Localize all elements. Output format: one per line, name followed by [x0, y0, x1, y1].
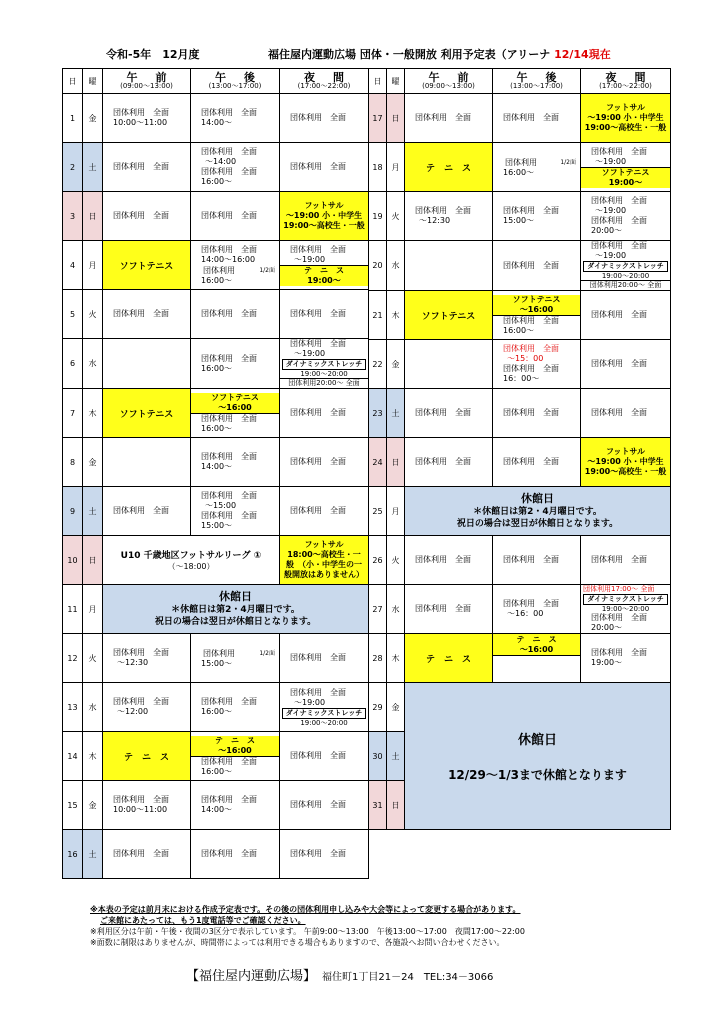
- table-row: 15 金 団体利用 全面 10:00～11:00 団体利用 全面 14:00～ 団体利用 全面: [63, 781, 369, 830]
- header-row: 日 曜 午前 (09:00～13:00) 午後 (13:00～17:00) 夜間 (17:00～22:00): [369, 69, 671, 94]
- table-row: 23 土 団体利用 全面 団体利用 全面 団体利用 全面: [369, 389, 671, 438]
- table-row: 11 月 休館日 ＊休館日は第2・4月曜日です。 祝日の場合は翌日が休館日となります。: [63, 585, 369, 634]
- table-row: 24 日 団体利用 全面 団体利用 全面 フットサル ～19:00 小・中学生 19:00～高校生・一般: [369, 438, 671, 487]
- schedule-table-right: [368, 68, 671, 830]
- table-row: 2 土 団体利用 全面 団体利用 全面 ～14:00 団体利用 全面 16:00～ 団体利用 全面: [63, 143, 369, 192]
- table-row: 5 火 団体利用 全面 団体利用 全面 団体利用 全面: [63, 290, 369, 339]
- table-row: 3 日 団体利用 全面 団体利用 全面 フットサル ～19:00 小・中学生 19:00～高校生・一般: [63, 192, 369, 241]
- table-row: 13 水 団体利用 全面 ～12:00 団体利用 全面 16:00～ 団体利用 全面 ～19:00 ダイナミックストレッチ 19:00～20:00: [63, 683, 369, 732]
- facility-name: 【福住屋内運動広場】: [186, 969, 317, 984]
- table-row: 31 日: [369, 781, 671, 830]
- table-row: 26 火 団体利用 全面 団体利用 全面 団体利用 全面: [369, 536, 671, 585]
- table-row: 20 水 団体利用 全面 団体利用 全面 ～19:00 ダイナミックストレッチ 19:00～20:00 団体利用20:00～ 全面: [369, 241, 671, 291]
- updated-date: 12/14現在: [554, 48, 611, 61]
- table-row: 14 木 テ ニ ス テ ニ ス ～16:00 団体利用 全面 16:00～ 団体利用 全面: [63, 732, 369, 781]
- table-row: 28 木 テ ニ ス テ ニ ス ～16:00 団体利用 全面 19:00～: [369, 634, 671, 683]
- table-row: 8 金 団体利用 全面 14:00～ 団体利用 全面: [63, 438, 369, 487]
- table-row: 12 火 団体利用 全面 ～12:30 団体利用 1/2面 15:00～ 団体利用 全面: [63, 634, 369, 683]
- facility-address: 福住町1丁目21－24 TEL:34－3066: [322, 972, 494, 983]
- table-row: 10 日 U10 千歳地区フットサルリーグ ① （～18:00） フットサル 18:00～高校生・一 般 （小・中学生の一 般開放はありません）: [63, 536, 369, 585]
- table-row: 29 金 休館日 12/29～1/3まで休館となります: [369, 683, 671, 732]
- notes: ※本表の予定は前月末における作成予定表です。その後の団体利用申し込みや大会等によって変更する場合があります。 ご来館にあたっては、もう1度電話等でご確認ください。 ※利用区分は午前・午後・夜間の3区分で表示しています。 午前9:00～13:00 午後13:00～17:00 夜間17:00～22:00 ※面数に制限はありませんが、時間帯によっては利用できる場合もありますので、各施設へお問い合わせください。: [90, 905, 525, 947]
- table-row: 9 土 団体利用 全面 団体利用 全面 ～15:00 団体利用 全面 15:00～ 団体利用 全面: [63, 487, 369, 536]
- table-row: 4 月 ソフトテニス 団体利用 全面 14:00～16:00 団体利用 1/2面 16:00～ 団体利用 全面 ～19:00 テ ニ ス 19:00～: [63, 241, 369, 290]
- table-row: 25 月 休館日 ＊休館日は第2・4月曜日です。 祝日の場合は翌日が休館日となります。: [369, 487, 671, 536]
- table-row: 18 月 テ ニ ス 団体利用 1/2面 16:00～ 団体利用 全面 ～19:00 ソフトテニス 19:00～: [369, 143, 671, 192]
- table-row: 30 土: [369, 732, 671, 781]
- footer: [186, 965, 493, 984]
- table-row: 21 木 ソフトテニス ソフトテニス ～16:00 団体利用 全面 16:00～ 団体利用 全面: [369, 291, 671, 340]
- table-row: 19 火 団体利用 全面 ～12:30 団体利用 全面 15:00～ 団体利用 全面 ～19:00 団体利用 全面 20:00～: [369, 192, 671, 241]
- table-row: 17 日 団体利用 全面 団体利用 全面 フットサル ～19:00 小・中学生 19:00～高校生・一般: [369, 94, 671, 143]
- page-title: 令和-5年 12月度 福住屋内運動広場 団体・一般開放 利用予定表（アリーナ 12/14現在: [106, 48, 611, 61]
- header-row: 日 曜 午前 (09:00～13:00) 午後 (13:00～17:00) 夜間 (17:00～22:00): [63, 69, 369, 94]
- schedule-table-left: [62, 68, 369, 879]
- table-row: 27 水 団体利用 全面 団体利用 全面 ～16：00 団体利用17:00～ 全面 ダイナミックストレッチ 19:00～20:00 団体利用 全面 20:00～: [369, 585, 671, 634]
- table-row: 7 木 ソフトテニス ソフトテニス ～16:00 団体利用 全面 16:00～ 団体利用 全面: [63, 389, 369, 438]
- table-row: 1 金 団体利用 全面 10:00～11:00 団体利用 全面 14:00～ 団体利用 全面: [63, 94, 369, 143]
- table-row: 6 水 団体利用 全面 16:00～ 団体利用 全面 ～19:00 ダイナミックストレッチ 19:00～20:00 団体利用20:00～ 全面: [63, 339, 369, 389]
- table-row: 22 金 団体利用 全面 ～15：00 団体利用 全面 16：00～ 団体利用 全面: [369, 340, 671, 389]
- table-row: 16 土 団体利用 全面 団体利用 全面 団体利用 全面: [63, 830, 369, 879]
